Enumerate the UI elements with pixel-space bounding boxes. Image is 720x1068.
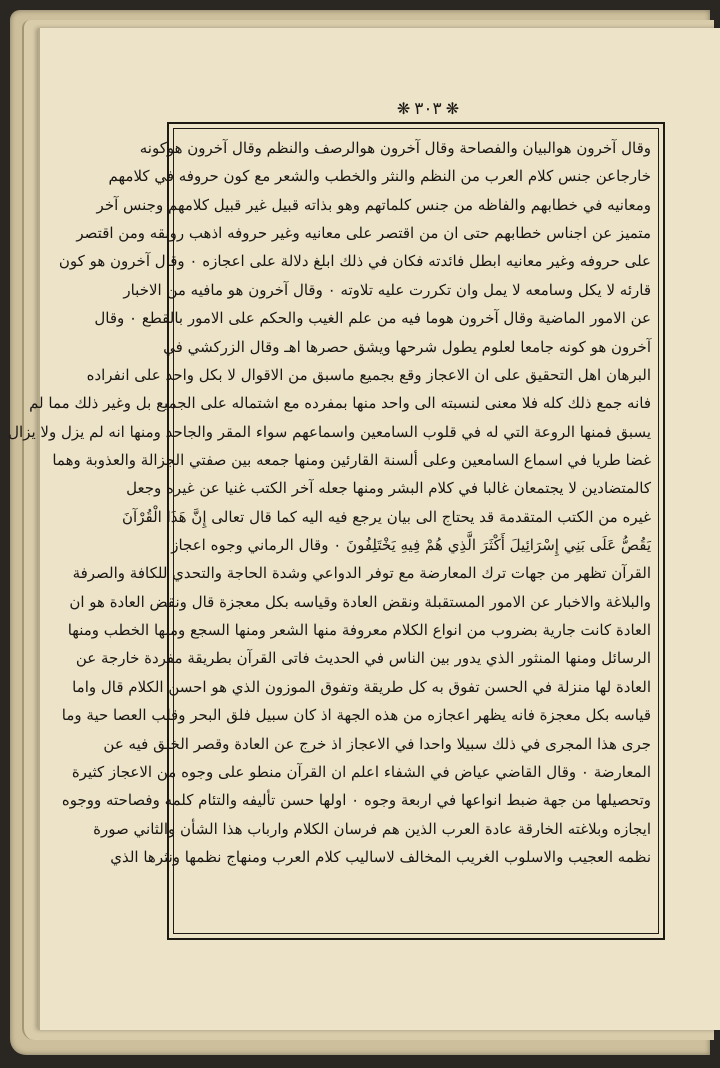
quran-verse-line: يَقُصُّ عَلَى بَنِي إِسْرَائِيلَ أَكْثَرَ الَّذِي هُمْ فِيهِ يَخْتَلِفُونَ ٠ وقال الرماني وجوه اعجاز [171,536,651,555]
text-line: البرهان اهل التحقيق على ان الاعجاز وقع بجميع ماسبق من الاقوال لا بكل واحد على انفراده [86,365,651,384]
text-line: ومعانيه في خطابهم والفاظه من جنس كلماتهم وهو بذاته قبيل غير قبيل كلامهم وجنس آخر [96,195,651,214]
text-line: على حروفه وغير معانيه ابطل فائدته فكان في ذلك ابلغ دلالة على اعجازه ٠ وقال آخرون هو كون [58,252,651,271]
text-line: والبلاغة والاخبار عن الامور المستقبلة ونقض العادة وقياسه بكل معجزة قال ونقض العادة هو ان [69,592,651,611]
text-line: عن الامور الماضية وقال آخرون هوما فيه من علم الغيب والحكم على الامور بالقطع ٠ وقال [94,309,651,328]
text-line: يسبق فمنها الروعة التي له في قلوب السامعين واسماعهم سواء المقر والجاحد ومنها انه لم يزل ولا يزال [8,422,651,441]
text-line: غيره من الكتب المتقدمة قد يحتاج الى بيان يرجع فيه اليه كما قال تعالى إِنَّ هَذَا الْقُرْآنَ [122,507,651,526]
text-line: غضا طريا في اسماع السامعين وعلى ألسنة القارئين ومنها جمعه بين صفتي الجزالة والعذوبة وهما [52,450,651,469]
text-line: وقال آخرون هوالبيان والفصاحة وقال آخرون هوالرصف والنظم وقال آخرون هوكونه [139,139,651,157]
text-line: جرى هذا المجرى في ذلك سبيلا واحدا في الاعجاز اذ خرج عن العادة وقصر الخلق فيه عن [103,734,651,753]
text-line: العادة لها منزلة في الحسن تفوق به كل طريقة وتفوق الموزون الذي هو احسن الكلام قال واما [72,677,651,696]
text-line: العادة كانت جارية بضروب من انواع الكلام معروفة منها الشعر ومنها السجع ومنها الخطب ومنها [67,621,651,640]
text-line: آخرون هو كونه جامعا لعلوم يطول شرحها ويشق حصرها اهـ وقال الزركشي في [163,337,651,356]
text-line: خارجاعن جنس كلام العرب من النظم والنثر والخطب والشعر مع كون حروفه في كلامهم [108,167,651,186]
text-line: كالمتضادين لا يجتمعان غالبا في كلام البشر ومنها جعله آخر الكتب غنيا عن غيره وجعل [126,479,651,498]
ornament-left-icon: ❋ [396,99,411,118]
text-line: المعارضة ٠ وقال القاضي عياض في الشفاء اعلم ان القرآن منطو على وجوه من الاعجاز كثيرة [71,762,651,781]
text-line: قارئه لا يكل وسامعه لا يمل وان تكررت عليه تلاوته ٠ وقال آخرون هو مافيه من الاخبار [123,280,651,299]
text-line: وتحصيلها من جهة ضبط انواعها في اربعة وجوه ٠ اولها حسن تأليفه والتئام كلمه وفصاحته ووجوه [61,791,651,810]
text-line: فانه جمع ذلك كله فلا معنى لنسبته الى واحد منها بمفرده مع اشتماله على الجميع بل وغير ذلك مما لم [29,394,651,413]
text-line: القرآن تظهر من جهات ترك المعارضة مع توفر الدواعي وشدة الحاجة والتحدي للكافة والصرفة [72,564,651,583]
page-header [386,95,470,123]
body-text [8,134,651,928]
text-line: نظمه العجيب والاسلوب الغريب المخالف لاساليب كلام العرب ومنهاج نظمها ونثرها الذي [110,847,651,866]
text-line: متميز عن اجناس خطابهم حتى ان من اقتصر على معانيه وغير حروفه اذهب رونقه ومن اقتصر [76,224,651,243]
text-line: قياسه بكل معجزة فانه يظهر اعجازه من هذه الجهة اذ كان سبيل فلق البحر وقلب العصا حية وما [61,706,651,725]
text-line: الرسائل ومنها المنثور الذي يدور بين الناس في الحديث فاتى القرآن بطريقة مفردة خارجة عن [75,649,651,668]
ornament-right-icon: ❋ [445,99,460,118]
text-line: ايجازه وبلاغته الخارقة عادة العرب الذين هم فرسان الكلام وارباب هذا الشأن والثاني صورة [93,819,651,838]
page-number: ٣٠٣ [414,99,442,119]
